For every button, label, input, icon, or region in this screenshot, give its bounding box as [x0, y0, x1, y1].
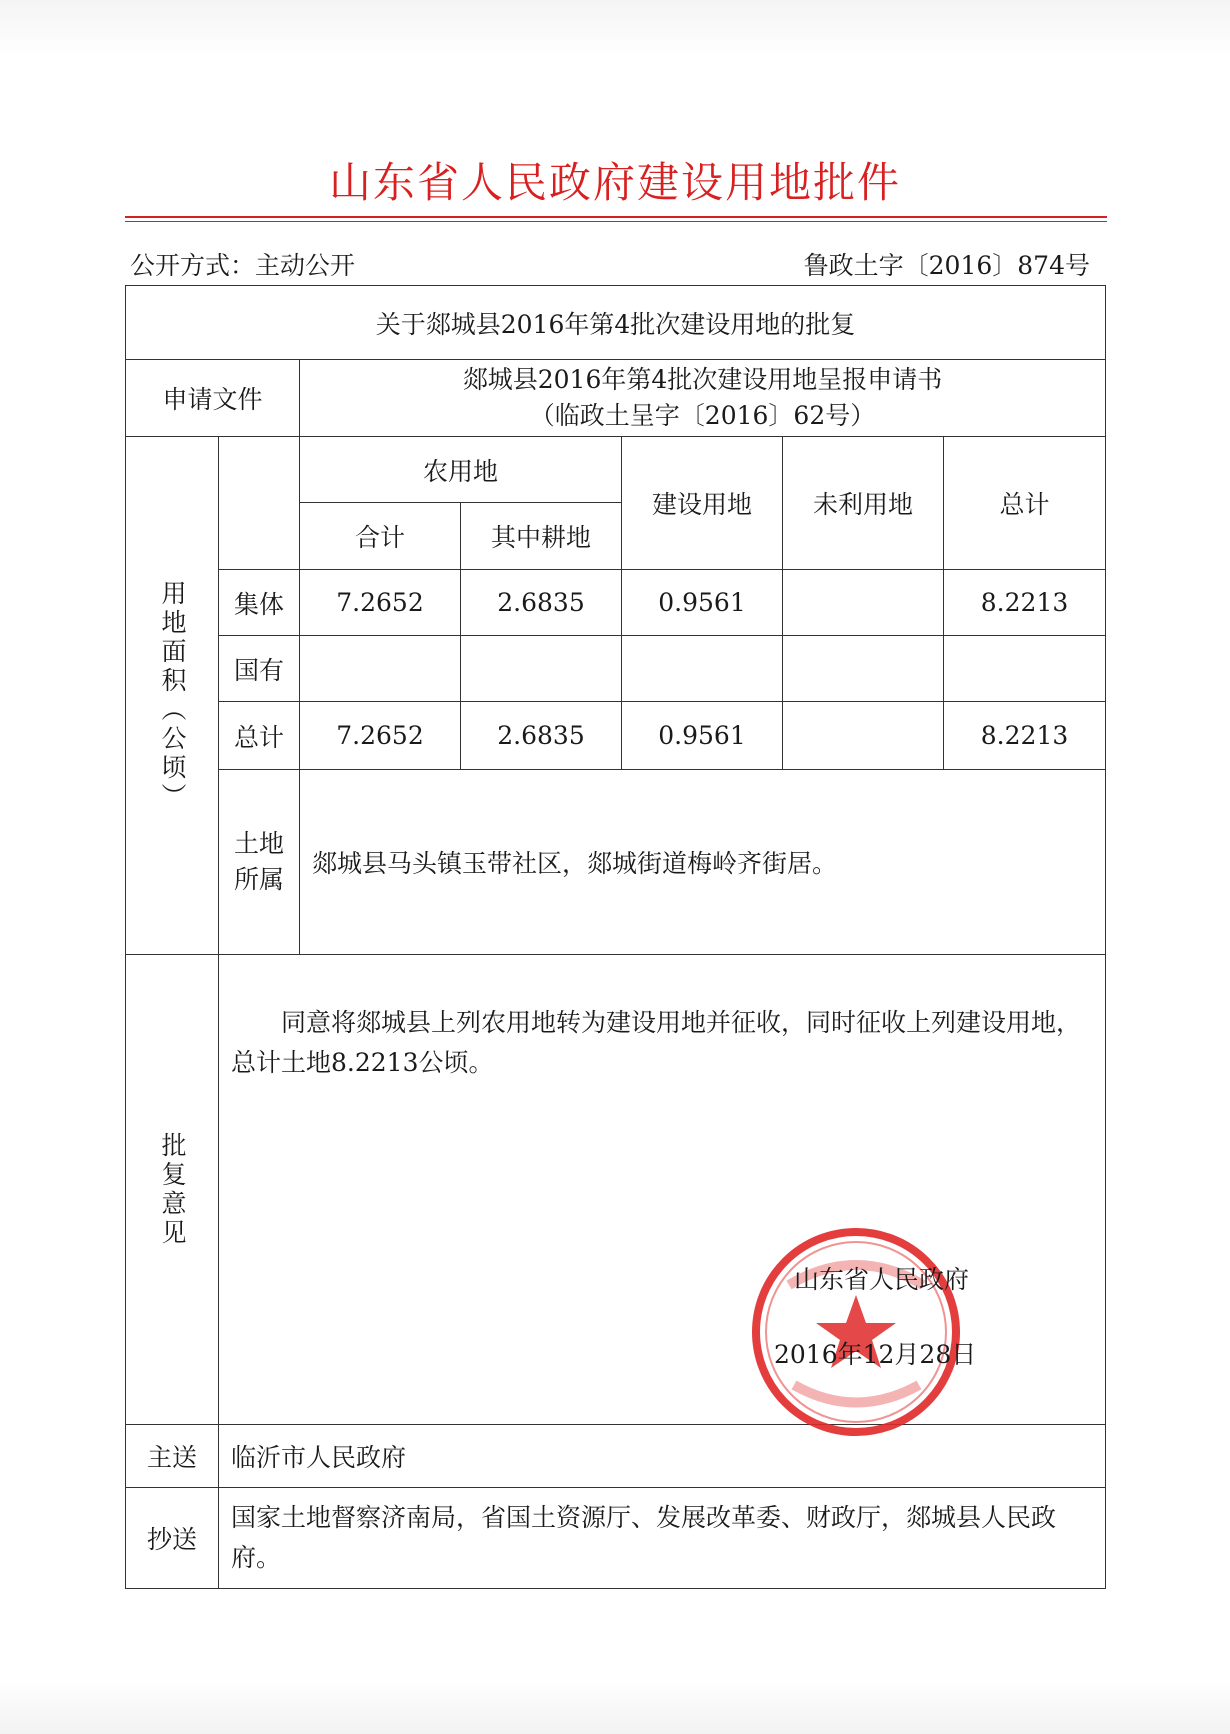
cell-construction [622, 636, 783, 702]
table-row [126, 636, 1106, 702]
header-total: 总计 [944, 437, 1106, 570]
header-rule-thin [125, 221, 1107, 222]
row-label-collective: 集体 [219, 570, 300, 636]
document-number: 鲁政土字〔2016〕874号 [803, 251, 1090, 280]
cell-total: 8.2213 [944, 570, 1106, 636]
to-label: 主送 [126, 1425, 219, 1488]
cell-unused [783, 702, 944, 770]
cell-construction: 0.9561 [622, 570, 783, 636]
corner-empty-cell [219, 437, 300, 570]
ownership-label-text: 土地所属 [233, 829, 284, 894]
opinion-label: 批复意见 [158, 1131, 187, 1248]
table-row [126, 570, 1106, 636]
header-construction: 建设用地 [622, 437, 783, 570]
cell-subtotal: 7.2652 [300, 570, 461, 636]
to-value: 临沂市人民政府 [219, 1425, 1106, 1488]
cell-total [944, 636, 1106, 702]
header-unused: 未利用地 [783, 437, 944, 570]
application-value [300, 360, 1106, 437]
row-label-total: 总计 [219, 702, 300, 770]
signer-name: 山东省人民政府 [794, 1265, 970, 1294]
opinion-text: 同意将郯城县上列农用地转为建设用地并征收，同时征收上列建设用地，总计土地8.2213公顷。 [231, 1008, 1082, 1077]
cell-subtotal: 7.2652 [300, 702, 461, 770]
approval-table [125, 285, 1106, 1589]
cc-value-cell [219, 1488, 1106, 1589]
opinion-label-cell [126, 955, 219, 1425]
header-subtotal: 合计 [300, 503, 461, 570]
header-arable: 其中耕地 [461, 503, 622, 570]
cc-value: 国家土地督察济南局，省国土资源厅、发展改革委、财政厅，郯城县人民政府。 [231, 1503, 1057, 1572]
cell-arable [461, 636, 622, 702]
cell-arable: 2.6835 [461, 570, 622, 636]
official-seal-icon [749, 1225, 964, 1440]
sign-date: 2016年12月28日 [774, 1340, 977, 1369]
opinion-cell [219, 955, 1106, 1425]
cc-label: 抄送 [126, 1488, 219, 1589]
cell-arable: 2.6835 [461, 702, 622, 770]
cell-unused [783, 570, 944, 636]
ownership-label [219, 770, 300, 955]
header-agricultural: 农用地 [300, 437, 622, 503]
cell-total: 8.2213 [944, 702, 1106, 770]
subject-cell: 关于郯城县2016年第4批次建设用地的批复 [126, 286, 1106, 360]
cell-construction: 0.9561 [622, 702, 783, 770]
application-line-2: （临政土呈字〔2016〕62号） [529, 401, 876, 430]
cell-unused [783, 636, 944, 702]
header-rule [125, 216, 1107, 218]
application-label: 申请文件 [126, 360, 300, 437]
table-row [126, 702, 1106, 770]
land-area-label: 用地面积（公顷） [158, 579, 187, 812]
land-area-label-cell [126, 437, 219, 955]
document-title: 山东省人民政府建设用地批件 [328, 158, 901, 207]
disclosure-mode: 公开方式：主动公开 [130, 251, 356, 280]
ownership-value: 郯城县马头镇玉带社区，郯城街道梅岭齐街居。 [300, 770, 1106, 955]
cell-subtotal [300, 636, 461, 702]
application-line-1: 郯城县2016年第4批次建设用地呈报申请书 [462, 365, 943, 394]
row-label-state: 国有 [219, 636, 300, 702]
